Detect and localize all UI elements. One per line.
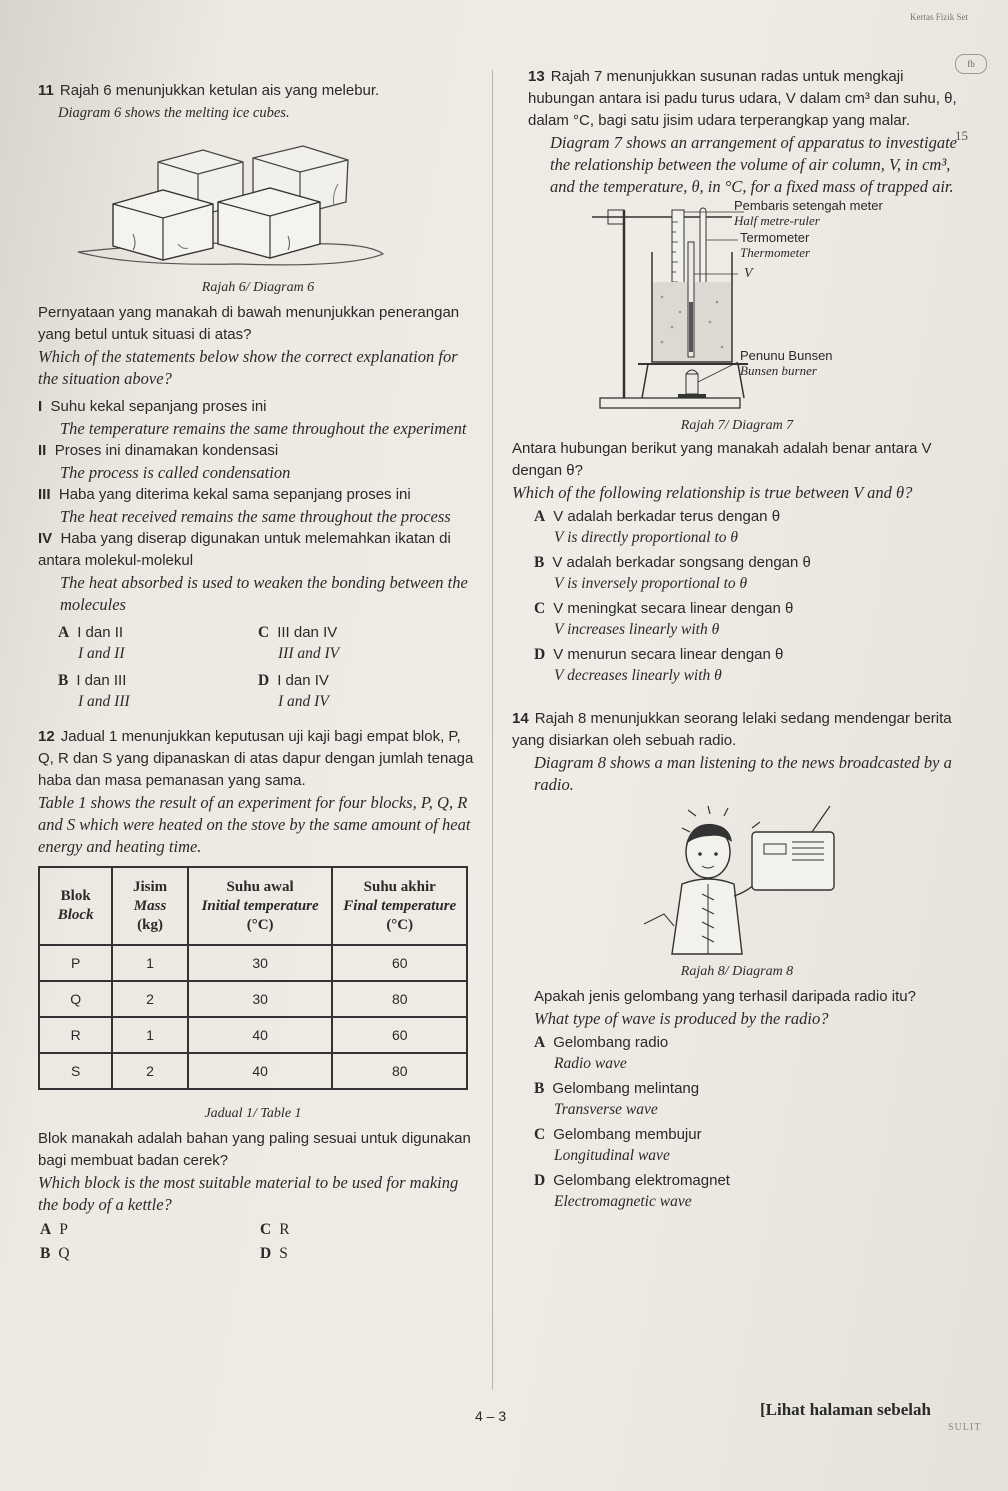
q14-ask-ms: Apakah jenis gelombang yang terhasil daripada radio itu? <box>534 988 916 1005</box>
header-final: Suhu akhir Final temperature (°C) <box>332 867 467 945</box>
statement-ms: Proses ini dinamakan kondensasi <box>54 442 279 459</box>
question-11 <box>38 80 478 712</box>
table-header-row <box>39 867 467 945</box>
q13-stem-en: Diagram 7 shows an arrangement of apparatus to investigate the relationship between the volume of air column, V, in cm³, and the temperature, θ, in °C, for a fixed mass of trapped air. <box>550 133 957 196</box>
header-mass: Jisim Mass (kg) <box>112 867 187 945</box>
option-A[interactable]: A V adalah berkadar terus dengan θ V is directly proportional to θ <box>534 508 781 546</box>
header-block: Blok Block <box>39 867 112 945</box>
question-14 <box>512 708 962 1212</box>
table-1-caption: Jadual 1/ Table 1 <box>204 1106 302 1121</box>
table-row: R 1 40 60 <box>39 1017 467 1053</box>
statement-ms: Haba yang diterima kekal sama sepanjang proses ini <box>58 486 411 503</box>
q11-statements <box>38 396 478 616</box>
margin-mark: fb <box>955 54 987 74</box>
question-number: 13 <box>528 68 545 85</box>
option-B[interactable]: B Gelombang melintang Transverse wave <box>534 1080 700 1118</box>
statement-en: The heat received remains the same throughout the process <box>60 507 451 526</box>
man-listening-radio-illustration <box>512 804 962 964</box>
statement-item <box>38 440 478 484</box>
statement-en: The temperature remains the same throughout the experiment <box>60 419 467 438</box>
apparatus-illustration <box>512 202 962 414</box>
question-number: 11 <box>38 82 54 99</box>
option-D[interactable]: D I dan IV I and IV <box>258 672 329 710</box>
statement-en: The heat absorbed is used to weaken the bonding between the molecules <box>60 573 468 614</box>
diagram-6 <box>38 124 478 272</box>
statement-item <box>38 528 478 616</box>
label-v: V <box>744 266 753 281</box>
question-12 <box>38 726 478 1264</box>
q13-stem-ms: Rajah 7 menunjukkan susunan radas untuk mengkaji hubungan antara isi padu turus udara, V dalam cm³ dan suhu, θ, dalam °C, bagi satu jisim udara terperangkap yang malar. <box>528 68 957 129</box>
label-bunsen: Penunu Bunsen Bunsen burner <box>740 348 833 378</box>
option-B[interactable]: B Q <box>40 1245 70 1262</box>
option-C[interactable]: C V meningkat secara linear dengan θ V increases linearly with θ <box>534 600 794 638</box>
option-B[interactable]: B I dan III I and III <box>58 672 130 710</box>
question-13 <box>512 66 962 686</box>
option-D[interactable]: D S <box>260 1245 288 1262</box>
option-C[interactable]: C R <box>260 1221 290 1238</box>
table-1 <box>38 866 468 1090</box>
q12-ask-ms: Blok manakah adalah bahan yang paling sesuai untuk digunakan bagi membuat badan cerek? <box>38 1130 471 1169</box>
statement-numeral: I <box>38 398 43 415</box>
header-initial: Suhu awal Initial temperature (°C) <box>188 867 333 945</box>
label-ruler: Pembaris setengah meter Half metre-ruler <box>734 198 883 228</box>
melting-ice-illustration <box>38 124 478 272</box>
question-number: 14 <box>512 710 529 727</box>
table-row: P 1 30 60 <box>39 945 467 981</box>
page-number: 4 – 3 <box>475 1408 507 1424</box>
q12-ask-en: Which block is the most suitable material to be used for making the body of a kettle? <box>38 1173 459 1214</box>
q11-stem-ms: Rajah 6 menunjukkan ketulan ais yang melebur. <box>59 82 380 99</box>
option-D[interactable]: D Gelombang elektromagnet Electromagnetic wave <box>534 1172 730 1210</box>
table-row: Q 2 30 80 <box>39 981 467 1017</box>
statement-item <box>38 484 478 528</box>
option-C[interactable]: C III dan IV III and IV <box>258 624 340 662</box>
statement-numeral: III <box>38 486 51 503</box>
q11-options <box>58 622 478 712</box>
diagram-7 <box>512 198 962 414</box>
diagram-6-caption: Rajah 6/ Diagram 6 <box>201 280 315 295</box>
q14-options <box>534 1032 962 1212</box>
footer-code: SULIT <box>948 1422 982 1433</box>
side-number: 15 <box>955 128 968 143</box>
right-column <box>512 66 962 1212</box>
column-divider <box>492 70 493 1390</box>
diagram-8 <box>512 804 962 964</box>
statement-en: The process is called condensation <box>60 463 291 482</box>
diagram-7-caption: Rajah 7/ Diagram 7 <box>680 418 794 433</box>
q13-ask-ms: Antara hubungan berikut yang manakah adalah benar antara V dengan θ? <box>512 440 932 479</box>
option-A[interactable]: A Gelombang radio Radio wave <box>534 1034 669 1072</box>
q13-options <box>534 506 962 686</box>
statement-ms: Haba yang diserap digunakan untuk melemahkan ikatan di antara molekul-molekul <box>38 530 451 569</box>
label-thermometer: Termometer Thermometer <box>740 230 811 260</box>
page-header-note: Kertas Fizik Set <box>910 12 968 22</box>
statement-item <box>38 396 478 440</box>
option-C[interactable]: C Gelombang membujur Longitudinal wave <box>534 1126 702 1164</box>
option-A[interactable]: A P <box>40 1221 68 1238</box>
option-D[interactable]: D V menurun secara linear dengan θ V decreases linearly with θ <box>534 646 784 684</box>
turn-page-note: [Lihat halaman sebelah <box>760 1400 931 1419</box>
option-B[interactable]: B V adalah berkadar songsang dengan θ V is inversely proportional to θ <box>534 554 811 592</box>
q11-ask-en: Which of the statements below show the correct explanation for the situation above? <box>38 347 458 388</box>
left-column <box>38 80 478 1264</box>
q14-stem-ms: Rajah 8 menunjukkan seorang lelaki sedang mendengar berita yang disiarkan oleh sebuah radio. <box>512 710 952 749</box>
q12-stem-ms: Jadual 1 menunjukkan keputusan uji kaji bagi empat blok, P, Q, R dan S yang dipanaskan di atas dapur dengan jumlah tenaga haba dan masa pemanasan yang sama. <box>38 728 474 789</box>
q13-ask-en: Which of the following relationship is true between V and θ? <box>512 483 913 502</box>
q14-stem-en: Diagram 8 shows a man listening to the news broadcasted by a radio. <box>534 753 952 794</box>
statement-ms: Suhu kekal sepanjang proses ini <box>50 398 267 415</box>
q11-stem-en: Diagram 6 shows the melting ice cubes. <box>58 105 290 121</box>
q12-options <box>40 1220 478 1264</box>
q12-stem-en: Table 1 shows the result of an experiment for four blocks, P, Q, R and S which were heated on the stove by the same amount of heat energy and heating time. <box>38 793 471 856</box>
table-row: S 2 40 80 <box>39 1053 467 1089</box>
q11-ask-ms: Pernyataan yang manakah di bawah menunjukkan penerangan yang betul untuk situasi di atas? <box>38 304 460 343</box>
diagram-8-caption: Rajah 8/ Diagram 8 <box>680 964 794 979</box>
statement-numeral: IV <box>38 530 53 547</box>
q14-ask-en: What type of wave is produced by the radio? <box>534 1009 829 1028</box>
question-number: 12 <box>38 728 55 745</box>
option-A[interactable]: A I dan II I and II <box>58 624 125 662</box>
statement-numeral: II <box>38 442 47 459</box>
